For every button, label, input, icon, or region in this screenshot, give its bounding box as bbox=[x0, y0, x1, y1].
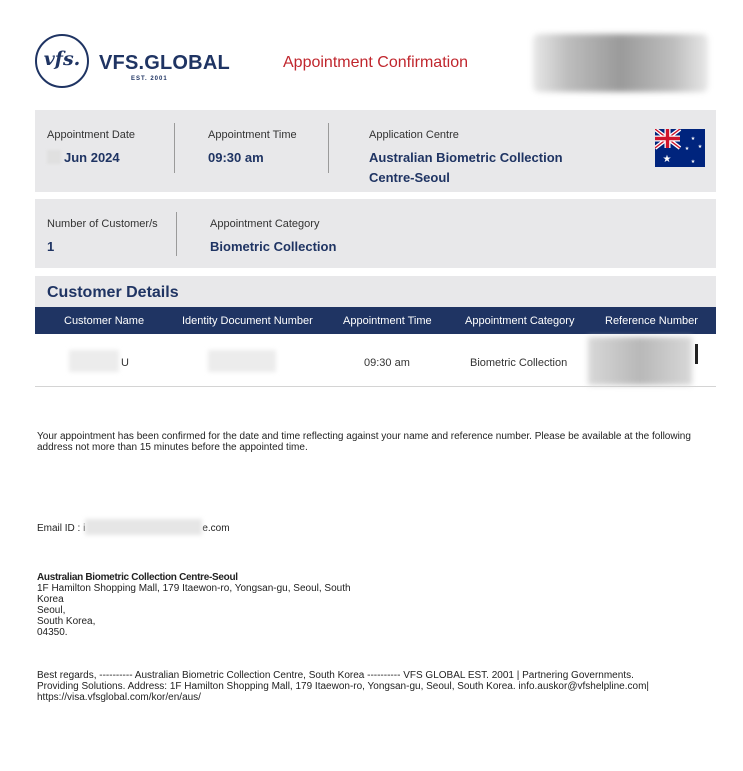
address-line: 1F Hamilton Shopping Mall, 179 Itaewon-ro, Yongsan-gu, Seoul, South bbox=[37, 583, 351, 594]
australia-flag-icon bbox=[655, 129, 705, 167]
address-line: Seoul, bbox=[37, 605, 66, 616]
signoff bbox=[37, 670, 717, 703]
appointment-category-cell: Biometric Collection bbox=[470, 357, 568, 369]
customer-count-label: Number of Customer/s bbox=[47, 218, 158, 230]
customer-details-title: Customer Details bbox=[47, 284, 179, 301]
column-header: Identity Document Number bbox=[182, 315, 313, 327]
column-header: Appointment Time bbox=[343, 315, 432, 327]
appointment-category-value: Biometric Collection bbox=[210, 239, 337, 254]
application-centre-label: Application Centre bbox=[369, 129, 459, 141]
application-centre-field bbox=[369, 129, 563, 188]
svg-text:★: ★ bbox=[690, 159, 696, 165]
appointment-summary-panel bbox=[35, 199, 716, 268]
address-line: 04350. bbox=[37, 627, 68, 638]
svg-text:★: ★ bbox=[662, 154, 672, 165]
logo-established: EST. 2001 bbox=[131, 76, 168, 82]
logo-monogram: vfs. bbox=[43, 48, 81, 70]
customer-details-header bbox=[35, 276, 716, 307]
appointment-category-field bbox=[210, 218, 336, 257]
column-header: Appointment Category bbox=[465, 315, 575, 327]
appointment-info-panel bbox=[35, 110, 716, 192]
address-line: South Korea, bbox=[37, 616, 96, 627]
svg-text:★: ★ bbox=[690, 136, 696, 142]
appointment-date-value: Jun 2024 bbox=[64, 150, 120, 165]
vfs-logo-icon bbox=[35, 34, 89, 88]
redacted-region bbox=[85, 519, 202, 535]
redacted-region bbox=[533, 34, 708, 92]
svg-text:★: ★ bbox=[697, 144, 703, 150]
reference-number-cell bbox=[695, 344, 698, 364]
column-header: Customer Name bbox=[64, 315, 145, 327]
divider bbox=[328, 123, 329, 173]
page-title: Appointment Confirmation bbox=[283, 54, 468, 71]
confirmation-message: Your appointment has been confirmed for the date and time reflecting against your name and reference number. Please be available at the following address not more than 15 minutes before the appointed time. bbox=[37, 431, 691, 453]
appointment-category-label: Appointment Category bbox=[210, 218, 320, 230]
email-header bbox=[0, 0, 743, 100]
appointment-date-field bbox=[47, 129, 135, 168]
redacted-region bbox=[588, 337, 692, 385]
appointment-time-value: 09:30 am bbox=[208, 150, 264, 165]
centre-name: Australian Biometric Collection Centre-Seoul bbox=[37, 572, 238, 583]
redacted-region bbox=[47, 150, 61, 164]
column-header: Reference Number bbox=[605, 315, 698, 327]
signoff-line: Best regards, ---------- Australian Biometric Collection Centre, South Korea ---------- VFS GLOBAL EST. 2001 | Partnering Governments. bbox=[37, 670, 634, 681]
table-row bbox=[35, 334, 716, 387]
divider bbox=[174, 123, 175, 173]
divider bbox=[176, 212, 177, 256]
email-label: Email ID : i bbox=[37, 523, 86, 534]
signoff-url[interactable]: https://visa.vfsglobal.com/kor/en/aus/ bbox=[37, 692, 201, 703]
union-jack bbox=[655, 129, 680, 148]
email-suffix: e.com bbox=[202, 523, 230, 534]
customer-count-value: 1 bbox=[47, 239, 55, 254]
address-line: Korea bbox=[37, 594, 64, 605]
appointment-time-cell: 09:30 am bbox=[364, 357, 410, 369]
redacted-region bbox=[69, 350, 119, 372]
centre-address bbox=[37, 572, 351, 638]
appointment-time-label: Appointment Time bbox=[208, 129, 297, 141]
email-line bbox=[37, 519, 230, 535]
customer-count-field bbox=[47, 218, 158, 257]
application-centre-value-line2: Centre-Seoul bbox=[369, 170, 450, 185]
signoff-line: Providing Solutions. Address: 1F Hamilton Shopping Mall, 179 Itaewon-ro, Yongsan-gu, Seoul, South Korea. info.auskor@vfshelpline.com| bbox=[37, 681, 649, 692]
appointment-date-label: Appointment Date bbox=[47, 129, 136, 141]
table-header bbox=[35, 307, 716, 334]
logo-wordmark: VFS.GLOBAL bbox=[99, 52, 230, 74]
redacted-region bbox=[208, 350, 276, 372]
appointment-time-field bbox=[208, 129, 297, 168]
application-centre-value-line1: Australian Biometric Collection bbox=[369, 150, 563, 165]
customer-name-cell: U bbox=[121, 357, 129, 369]
svg-text:★: ★ bbox=[684, 146, 690, 152]
